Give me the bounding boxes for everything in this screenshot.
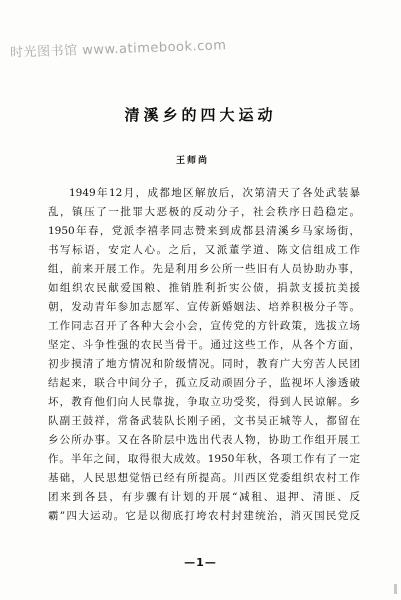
body-line: 工作同志召开了各种大会小会，宣传党的方针政策，选拔立场 [48,320,360,332]
body-line: 书写标语，安定人心。之后，又派董学道、陈文信组成工作 [48,244,360,256]
article-body [48,184,360,526]
body-line: 乡公所办事。又在各阶层中选出代表人物，协助工作组开展工 [48,434,360,446]
body-line: 团来到各县，有步骤有计划的开展“减租、退押、清匪、反 [48,491,360,503]
body-line: 1949年12月，成都地区解放后，次第清天了各处武装暴 [69,187,360,199]
body-line: 乱，镇压了一批罪大恶极的反动分子，社会秩序日趋稳定。 [48,206,360,218]
body-line: 结起来，联合中间分子，孤立反动顽固分子，监视坏人渗透破 [48,377,360,389]
article-title: 清溪乡的四大运动 [124,106,277,124]
body-line: 队副王鼓祥，常备武装队长刚子函，文书吴正城等人，都留在 [48,415,360,427]
body-line: 霸”四大运动。它是以彻底打垮农村封建统治，消灭国民党反 [48,510,360,522]
body-line: 1950年春，党派李禧孝同志赞来到成都县清溪乡马家场街， [48,225,360,237]
page-edge-mark [394,584,397,594]
body-line: 组，前来开展工作。先是利用乡公所一些旧有人员协助办事， [48,263,360,275]
body-line: 作。半年之间，取得很大成效。1950年秋，各项工作有了一定 [48,453,360,465]
article-author: 王师尚 [176,156,210,166]
page-number: —1— [184,556,217,569]
body-line: 如组织农民献爱国粮、推销胜利折实公债，捐款支援抗美援 [48,282,360,294]
body-line: 坚定、斗争性强的农民当骨干。通过这些工作，从各个方面， [48,339,360,351]
body-line: 坏，教育他们向人民靠拢，争取立功受奖，得到人民谅解。乡 [48,396,360,408]
body-line: 朝，发动青年参加志愿军、宣传新婚姻法、培养积极分子等。 [48,301,360,313]
body-line: 初步摸清了地方情况和阶级情况。同时，教育广大穷苦人民团 [48,358,360,370]
body-line: 基础，人民思想觉悟已经有所提高。川西区党委组织农村工作 [48,472,360,484]
watermark: 时光图书馆 www.atimebook.com [9,38,227,61]
